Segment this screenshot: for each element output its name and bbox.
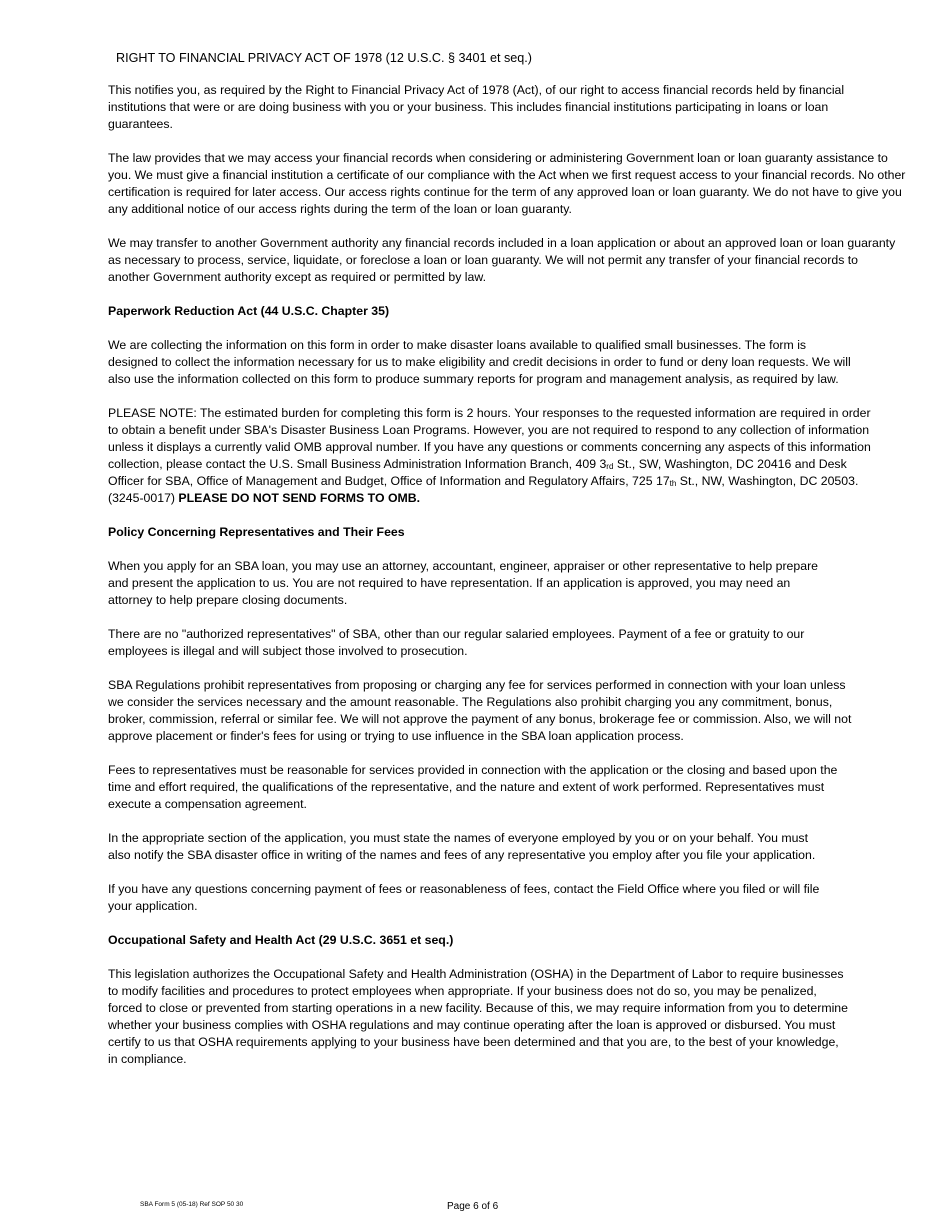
paperwork-note-warning: PLEASE DO NOT SEND FORMS TO OMB. — [178, 491, 421, 505]
form-identifier: SBA Form 5 (05-18) Ref SOP 50 30 — [140, 1201, 244, 1208]
rfpa-paragraph-3: We may transfer to another Government authority any financial records included in a loan application or about an approved loan or loan guaranty as necessary to process, service, liquidate, or foreclose a loan or loan guaranty. We will not permit any transfer of your financial records to another Government authority except as required or permitted by law. — [108, 236, 896, 284]
paperwork-paragraph-1: We are collecting the information on this form in order to make disaster loans available to qualified small businesses. The form is designed to collect the information necessary for us to make eligibility and credit decisions in order to fund or deny loan requests. We will also use the information collected on this form to produce summary reports for program and management analysis, as required by law. — [108, 338, 851, 386]
document-body — [108, 82, 913, 1085]
page-title: RIGHT TO FINANCIAL PRIVACY ACT OF 1978 (12 U.S.C. § 3401 et seq.) — [116, 51, 532, 65]
paperwork-note-part1: PLEASE NOTE: The estimated burden for completing this form is 2 hours. Your responses to the requested information are required in order to obtain a benefit under SBA's Disaster Business Loan Programs. However, you are not required to respond to any collection of information unless it displays a currently valid OMB approval number. If you have any questions or comments concerning any aspects of this information collection, please contact the U.S. Small Business Administration Information Branch, 409 3 — [108, 406, 871, 471]
paperwork-note-part3: St., NW, Washington, DC 20503. (3245-0017) — [108, 474, 859, 505]
rfpa-paragraph-1: This notifies you, as required by the Right to Financial Privacy Act of 1978 (Act), of our right to access financial records held by financial institutions that were or are doing business with you or your business. This includes financial institutions participating in loans or loan guarantees. — [108, 83, 845, 131]
osha-paragraph-1: This legislation authorizes the Occupational Safety and Health Administration (OSHA) in the Department of Labor to require businesses to modify facilities and procedures to protect employees when appropriate. If your business does not do so, you may be penalized, forced to close or prevented from starting operations in a new facility. Because of this, we may require information from you to determine whether your business complies with OSHA regulations and may continue operating after the loan is approved or disbursed. You must certify to us that OSHA requirements applying to your business have been determined and that you are, to the best of your knowledge, in compliance. — [108, 967, 848, 1066]
paperwork-heading: Paperwork Reduction Act (44 U.S.C. Chapter 35) — [108, 304, 390, 318]
representatives-paragraph-1: When you apply for an SBA loan, you may use an attorney, accountant, engineer, appraiser or other representative to help prepare and present the application to us. You are not required to have representation. If an application is approved, you may need an attorney to help prepare closing documents. — [108, 559, 819, 607]
representatives-paragraph-5: In the appropriate section of the application, you must state the names of everyone employed by you or on your behalf. You must also notify the SBA disaster office in writing of the names and fees of any representative you employ after you file your application. — [108, 831, 816, 862]
representatives-paragraph-2: There are no "authorized representatives" of SBA, other than our regular salaried employees. Payment of a fee or gratuity to our employees is illegal and will subject those involved to prosecution. — [108, 627, 805, 658]
paperwork-note-sub1: rd — [606, 462, 614, 471]
representatives-paragraph-6: If you have any questions concerning payment of fees or reasonableness of fees, contact the Field Office where you filed or will file your application. — [108, 882, 820, 913]
page-number: Page 6 of 6 — [447, 1201, 499, 1212]
representatives-paragraph-4: Fees to representatives must be reasonable for services provided in connection with the application or the closing and based upon the time and effort required, the qualifications of the representative, and the nature and extent of work performed. Representatives must execute a compensation agreement. — [108, 763, 838, 811]
paperwork-note-sub2: th — [669, 479, 677, 488]
representatives-paragraph-3: SBA Regulations prohibit representatives from proposing or charging any fee for services performed in connection with your loan unless we consider the services necessary and the amount reasonable. The Regulations also prohibit charging you any commitment, bonus, broker, commission, referral or similar fee. We will not approve the payment of any bonus, brokerage fee or commission. Also, we will not approve placement or finder's fees for using or trying to use influence in the SBA loan application process. — [108, 678, 852, 743]
osha-heading: Occupational Safety and Health Act (29 U.S.C. 3651 et seq.) — [108, 933, 454, 947]
representatives-heading: Policy Concerning Representatives and Their Fees — [108, 525, 405, 539]
paperwork-note — [108, 405, 876, 507]
rfpa-paragraph-2: The law provides that we may access your financial records when considering or administering Government loan or loan guaranty assistance to you. We must give a financial institution a certificate of our compliance with the Act when we first request access to your financial records. No other certification is required for later access. Our access rights continue for the term of any approved loan or loan guaranty. We do not have to give you any additional notice of our access rights during the term of the loan or loan guaranty. — [108, 151, 906, 216]
paperwork-note-part2: St., SW, Washington, DC 20416 and Desk Officer for SBA, Office of Management and Budget, Office of Information and Regulatory Affairs, 725 17 — [108, 457, 847, 488]
